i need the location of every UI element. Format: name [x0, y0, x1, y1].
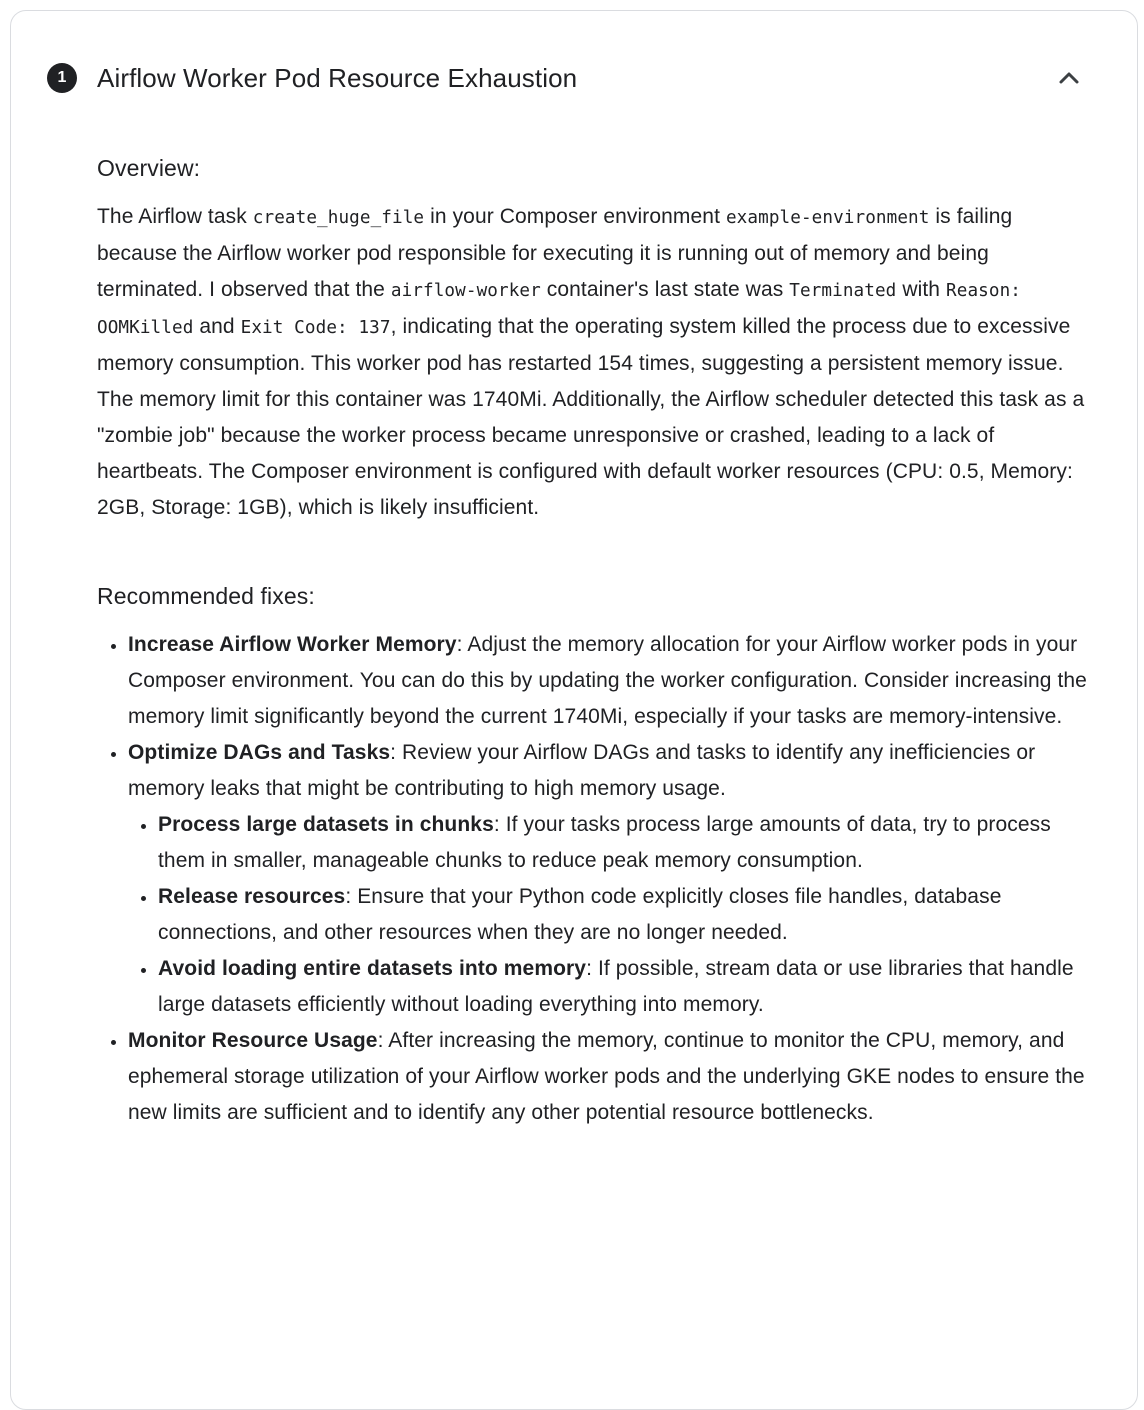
fix-lead: Increase Airflow Worker Memory	[128, 633, 457, 656]
collapse-button[interactable]	[1049, 58, 1089, 98]
fix-lead: Monitor Resource Usage	[128, 1029, 378, 1052]
inline-code: example-environment	[725, 208, 930, 228]
finding-card-header	[11, 11, 1137, 98]
finding-card-body	[11, 155, 1137, 1171]
fix-lead: Optimize DAGs and Tasks	[128, 741, 391, 764]
chevron-up-icon	[1056, 65, 1082, 91]
inline-code: Reason: OOMKilled	[97, 281, 1021, 338]
fix-list-item: • Optimize DAGs and Tasks: Review your Airflow DAGs and tasks to identify any inefficiencies or memory leaks that might be contributing to high memory usage. • Process large datasets in chunks: If your tasks process large amounts of data, try to process them in smaller, manageable chunks to reduce peak memory consumption. • Release resources: Ensure that your Python code explicitly closes file handles, database connections, and other resources when they are no longer needed. • Avoid loading entire datasets into memory: If possible, stream data or use libraries that handle large datasets efficiently without loading everything into memory.	[127, 735, 1095, 1023]
finding-number-badge: 1	[47, 63, 77, 93]
fix-list-item: • Increase Airflow Worker Memory: Adjust the memory allocation for your Airflow worker pods in your Composer environment. You can do this by updating the worker configuration. Consider increasing the memory limit significantly beyond the current 1740Mi, especially if your tasks are memory-intensive.	[127, 627, 1095, 735]
inline-code: Terminated	[789, 281, 897, 301]
fix-list-item: • Release resources: Ensure that your Python code explicitly closes file handles, database connections, and other resources when they are no longer needed.	[157, 879, 1095, 951]
fixes-heading: Recommended fixes:	[97, 583, 315, 609]
inline-code: airflow-worker	[390, 281, 541, 301]
finding-card	[10, 10, 1138, 1410]
fix-list-item: • Process large datasets in chunks: If your tasks process large amounts of data, try to process them in smaller, manageable chunks to reduce peak memory consumption.	[157, 807, 1095, 879]
fix-lead: Avoid loading entire datasets into memory	[158, 957, 587, 980]
overview-heading: Overview:	[97, 155, 201, 181]
finding-title: Airflow Worker Pod Resource Exhaustion	[97, 62, 578, 93]
fixes-list	[97, 627, 1095, 1131]
inline-code: create_huge_file	[252, 208, 425, 228]
inline-code: Exit Code: 137	[240, 318, 391, 338]
overview-paragraph: The Airflow task create_huge_file in your Composer environment example-environment is failing because the Airflow worker pod responsible for executing it is running out of memory and being terminated. I observed that the airflow-worker container's last state was Terminated with Reason: OOMKilled and Exit Code: 137, indicating that the operating system killed the process due to excessive memory consumption. This worker pod has restarted 154 times, suggesting a persistent memory issue. The memory limit for this container was 1740Mi. Additionally, the Airflow scheduler detected this task as a "zombie job" because the worker process became unresponsive or crashed, leading to a lack of heartbeats. The Composer environment is configured with default worker resources (CPU: 0.5, Memory: 2GB, Storage: 1GB), which is likely insufficient.	[97, 205, 1085, 519]
fix-sublist	[128, 807, 1095, 1023]
fix-lead: Release resources	[158, 885, 346, 908]
fix-lead: Process large datasets in chunks	[158, 813, 494, 836]
fix-list-item: • Avoid loading entire datasets into memory: If possible, stream data or use libraries that handle large datasets efficiently without loading everything into memory.	[157, 951, 1095, 1023]
fix-list-item: • Monitor Resource Usage: After increasing the memory, continue to monitor the CPU, memory, and ephemeral storage utilization of your Airflow worker pods and the underlying GKE nodes to ensure the new limits are sufficient and to identify any other potential resource bottlenecks.	[127, 1023, 1095, 1131]
